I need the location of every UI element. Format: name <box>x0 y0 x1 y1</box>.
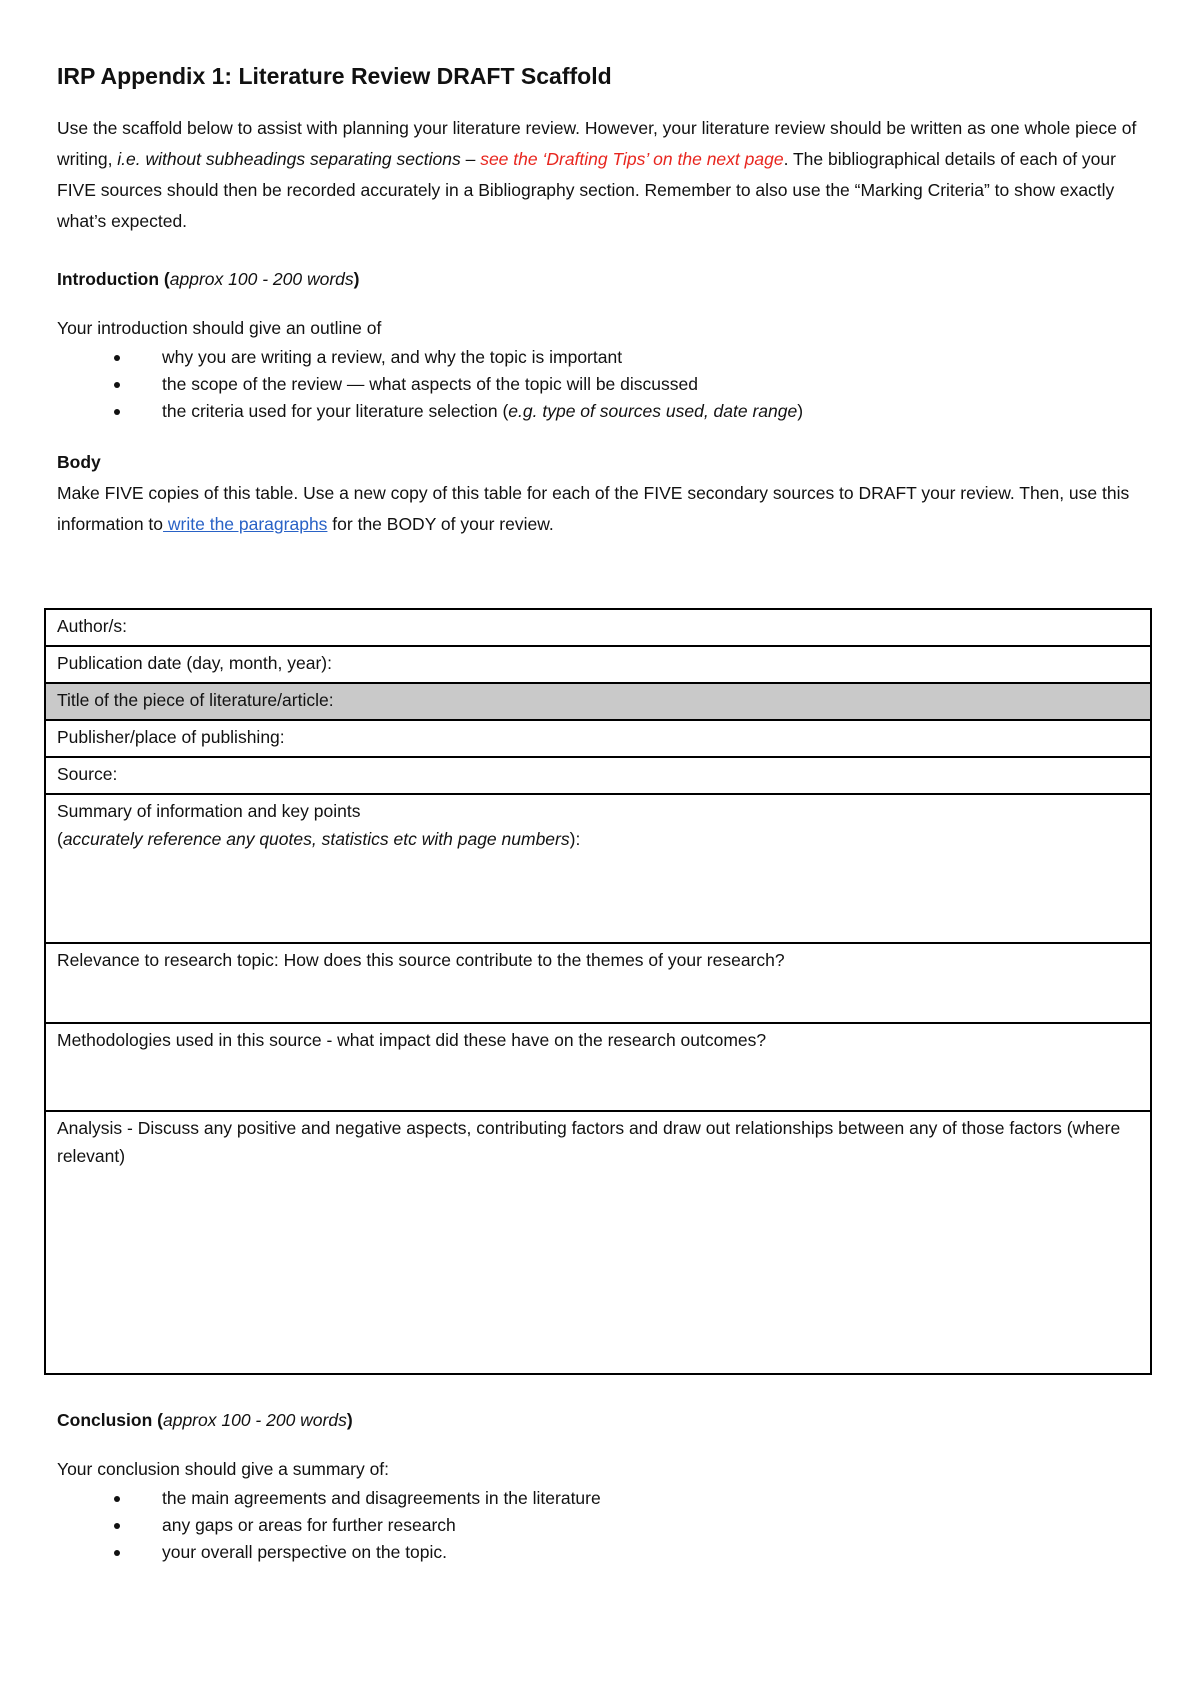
table-row <box>45 683 1151 720</box>
list-item: the scope of the review — what aspects of the topic will be discussed <box>104 371 1147 398</box>
publisher-field[interactable]: Publisher/place of publishing: <box>45 720 1151 757</box>
list-item: why you are writing a review, and why the topic is important <box>104 344 1147 371</box>
introduction-paren-close: ) <box>353 269 360 289</box>
relevance-field[interactable]: Relevance to research topic: How does this source contribute to the themes of your research? <box>45 943 1151 1023</box>
list-item: the main agreements and disagreements in the literature <box>104 1485 1147 1512</box>
list-item: your overall perspective on the topic. <box>104 1539 1147 1566</box>
intro-text-1: Use the scaffold below to assist with planning your literature review. However, your literature review should be written as one whole piece of writing, <box>57 118 1137 169</box>
body-text-2: for the BODY of your review. <box>327 514 554 534</box>
methodologies-field[interactable]: Methodologies used in this source - what impact did these have on the research outcomes? <box>45 1023 1151 1111</box>
introduction-description: Your introduction should give an outline of <box>57 318 382 338</box>
source-scaffold-table <box>44 608 1152 1375</box>
conclusion-heading <box>57 1405 1147 1436</box>
intro-italic-ie: i.e. <box>117 149 141 169</box>
conclusion-section <box>57 1405 1147 1566</box>
table-row <box>45 757 1151 794</box>
introduction-paren-open: ( <box>159 269 170 289</box>
summary-label: Summary of information and key points <box>57 801 361 821</box>
table-row <box>45 943 1151 1023</box>
introduction-section <box>57 264 1147 425</box>
source-field[interactable]: Source: <box>45 757 1151 794</box>
author-field[interactable]: Author/s: <box>45 609 1151 646</box>
table-row <box>45 794 1151 943</box>
body-text-1: Make FIVE copies of this table. Use a new copy of this table for each of the FIVE secondary sources to DRAFT your review. Then, use this information to <box>57 483 1130 534</box>
page-title: IRP Appendix 1: Literature Review DRAFT Scaffold <box>57 63 612 89</box>
conclusion-paren-close: ) <box>346 1410 353 1430</box>
conclusion-paren-open: ( <box>152 1410 163 1430</box>
introduction-word-count: approx 100 - 200 words <box>169 269 354 289</box>
table-row <box>45 1023 1151 1111</box>
bullet-text: the criteria used for your literature selection ( <box>162 401 509 421</box>
conclusion-heading-label: Conclusion <box>57 1410 153 1430</box>
conclusion-bullet-list <box>57 1485 1147 1566</box>
drafting-tips-note: see the ‘Drafting Tips’ on the next page <box>480 149 784 169</box>
table-row <box>45 720 1151 757</box>
document-page <box>57 58 1147 540</box>
intro-text-3: . The bibliographical details of each of your FIVE sources should then be recorded accurately in a Bibliography section. Remember to also use the “Marking Criteria” to show exactly what’s expected. <box>57 149 1116 231</box>
conclusion-word-count: approx 100 - 200 words <box>162 1410 347 1430</box>
body-description <box>57 478 1147 540</box>
summary-paren-open: ( <box>57 829 63 849</box>
summary-paren-close: ): <box>569 829 581 849</box>
introduction-heading <box>57 264 1147 295</box>
summary-field[interactable] <box>45 794 1151 943</box>
table-row <box>45 1111 1151 1374</box>
analysis-field[interactable]: Analysis - Discuss any positive and negative aspects, contributing factors and draw out relationships between any of those factors (where relevant) <box>45 1111 1151 1374</box>
summary-note <box>57 825 1140 853</box>
table-row <box>45 609 1151 646</box>
list-item <box>104 398 1147 425</box>
bullet-italic-eg: e.g. <box>508 401 538 421</box>
intro-dash: – <box>460 149 481 169</box>
article-title-field[interactable]: Title of the piece of literature/article: <box>45 683 1151 720</box>
body-section <box>57 447 1147 540</box>
intro-italic-subheadings: without subheadings separating sections <box>140 149 461 169</box>
introduction-heading-label: Introduction <box>57 269 160 289</box>
summary-italic-note: accurately reference any quotes, statistics etc with page numbers <box>62 829 570 849</box>
list-item: any gaps or areas for further research <box>104 1512 1147 1539</box>
write-paragraphs-link[interactable]: write the paragraphs <box>163 514 328 534</box>
body-heading: Body <box>57 452 101 472</box>
bullet-italic-sources: type of sources used, date range <box>537 401 798 421</box>
table-row <box>45 646 1151 683</box>
conclusion-description: Your conclusion should give a summary of: <box>57 1459 390 1479</box>
publication-date-field[interactable]: Publication date (day, month, year): <box>45 646 1151 683</box>
introduction-bullet-list <box>57 344 1147 425</box>
bullet-close-paren: ) <box>797 401 804 421</box>
intro-paragraph <box>57 113 1147 237</box>
